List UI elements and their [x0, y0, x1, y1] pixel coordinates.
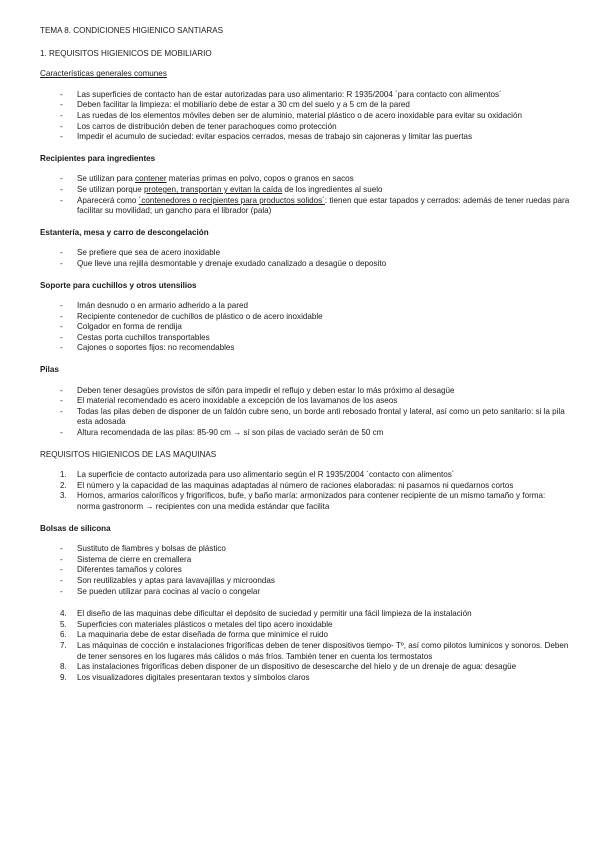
maquinas-list-b	[40, 609, 570, 683]
estanteria-heading: Estantería, mesa y carro de descongelación	[40, 227, 209, 237]
section-1-title: 1. REQUISITOS HIGIENICOS DE MOBILIARIO	[40, 48, 212, 58]
list-item: - Cestas porta cuchillos transportables	[40, 333, 570, 344]
list-item: - Todas las pilas deben de disponer de un faldón cubre seno, un borde anti rebosado frontal y lateral, así como un peto sanitario: si la pila esta adosada	[40, 407, 570, 428]
list-item: 1. La superficie de contacto autorizada para uso alimentario según el R 1935/2004 ´contacto con alimentos´	[60, 470, 455, 480]
list-item: - Las ruedas de los elementos móviles deben ser de aluminio, material plástico o de acero inoxidable para evitar su oxidación	[40, 111, 570, 122]
recipientes-list	[40, 174, 570, 216]
soporte-heading: Soporte para cuchillos y otros utensilios	[40, 280, 197, 290]
list-item: - Que lleve una rejilla desmontable y drenaje exudado canalizado a desagüe o deposito	[40, 259, 570, 270]
soporte-list	[40, 301, 570, 354]
list-item: - Sustituto de fiambres y bolsas de plástico	[40, 544, 570, 555]
bolsas-heading: Bolsas de silicona	[40, 523, 111, 533]
bolsas-list	[40, 544, 570, 597]
pilas-heading: Pilas	[40, 365, 59, 375]
list-item: - Colgador en forma de rendija	[40, 322, 570, 333]
list-item: - Imán desnudo o en armario adherido a la pared	[40, 301, 570, 312]
list-item: - Se utilizan porque protegen, transportan y evitan la caída de los ingredientes al suelo	[40, 185, 570, 196]
document-title: TEMA 8. CONDICIONES HIGIENICO SANTIARAS	[40, 26, 224, 35]
maquinas-title: REQUISITOS HIGIENICOS DE LAS MAQUINAS	[40, 449, 217, 459]
list-item: - Se utilizan para contener materias primas en polvo, copos o granos en sacos	[40, 174, 570, 185]
caracteristicas-heading: Características generales comunes	[40, 69, 167, 79]
list-item: 2. El número y la capacidad de las maquinas adaptadas al número de raciones elaboradas: ni pasarnos ni quedarnos cortos	[60, 480, 514, 490]
list-item: 4. El diseño de las maquinas debe dificultar el depósito de suciedad y permitir una fácil limpieza de la instalación	[60, 609, 472, 619]
list-item: 7. Las máquinas de cocción e instalaciones frigoríficas deben de tener dispositivos tiempo- Tº, así como pilotos luminicos y sonoros. Deben de tener sensores en los lugares más cálidos o más fríos. También tener en cuenta los termostatos	[60, 640, 569, 661]
pilas-list	[40, 386, 570, 439]
maquinas-list-a	[40, 470, 570, 512]
list-item: 6. La maquinaria debe de estar diseñada de forma que minimice el ruido	[60, 630, 329, 640]
list-item: 5. Superficies con materiales plásticos o metales del tipo acero inoxidable	[60, 619, 333, 629]
document-page	[40, 26, 570, 683]
list-item: 8. Las instalaciones frigoríficas deben disponer de un dispositivo de desescarche del hielo y de un drenaje de agua: desagüe	[60, 662, 517, 672]
recipientes-heading: Recipientes para ingredientes	[40, 153, 156, 163]
list-item: - Altura recomendada de las pilas: 85-90 cm → sí son pilas de vaciado serán de 50 cm	[40, 428, 570, 439]
list-item: - Deben tener desagües provistos de sifón para impedir el reflujo y deben estar lo más próximo al desagüe	[40, 386, 570, 397]
list-item: - Las superficies de contacto han de estar autorizadas para uso alimentario: R 1935/2004 ´para contacto con alimentos´	[40, 90, 570, 101]
list-item: - Los carros de distribución deben de tener parachoques como protección	[40, 122, 570, 133]
list-item: - Aparecerá como ´contenedores o recipientes para productos solidos´: tienen que estar tapados y cerrados: además de tener ruedas para facilitar su movilidad; un gancho para el librador (pala)	[40, 196, 570, 217]
list-item: - Sistema de cierre en cremallera	[40, 555, 570, 566]
list-item: - El material recomendado es acero inoxidable a excepción de los lavamanos de los aseos	[40, 396, 570, 407]
list-item: - Se prefiere que sea de acero inoxidable	[40, 248, 570, 259]
list-item: - Son reutilizables y aptas para lavavajillas y microondas	[40, 576, 570, 587]
list-item: - Diferentes tamaños y colores	[40, 565, 570, 576]
list-item: - Recipiente contenedor de cuchillos de plástico o de acero inoxidable	[40, 312, 570, 323]
caracteristicas-list	[40, 90, 570, 143]
estanteria-list	[40, 248, 570, 269]
list-item: - Se pueden utilizar para cocinas al vacío o congelar	[40, 587, 570, 598]
list-item: - Cajones o soportes fijos: no recomendables	[40, 343, 570, 354]
list-item: 9. Los visualizadores digitales presentaran textos y símbolos claros	[60, 672, 310, 682]
list-item: 3. Hornos, armarios caloríficos y frigoríficos, bufe, y baño maría: armonizados para contener recipiente de un mismo tamaño y forma: norma gastronorm → recipientes con una medida estándar que facilita	[60, 491, 546, 511]
list-item: - Impedir el acumulo de suciedad: evitar espacios cerrados, mesas de trabajo sin cajoneras y limitar las puertas	[40, 132, 570, 143]
list-item: - Deben facilitar la limpieza: el mobiliario debe de estar a 30 cm del suelo y a 5 cm de la pared	[40, 100, 570, 111]
